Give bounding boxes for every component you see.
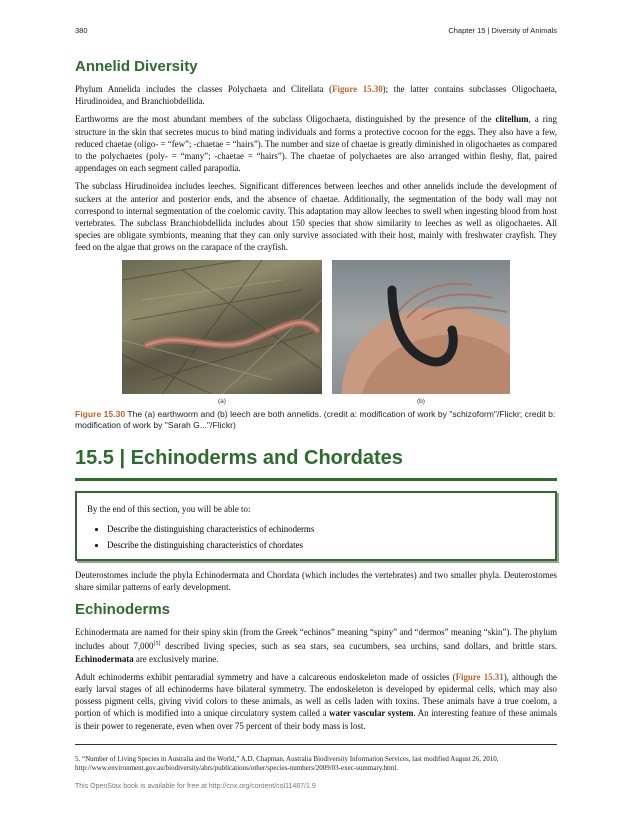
annelid-paragraph-3: The subclass Hirudinoidea includes leeches. Significant differences between leeches and other annelids include the development of suckers at the anterior and posterior ends, and the absence of chaetae. Additionally, the segmentation of the body wall may not correspond to internal segmentation of the coelomic cavity. This adaptation may allow leeches to swell when ingesting blood from host vertebrates. The subclass Branchiobdellida includes about 150 species that show similarity to leeches as well as oligochaetes. All species are obligate symbionts, meaning that they can only survive associated with their host, mainly with freshwater crayfish. They feed on the algae that grows on the carapace of the crayfish. [75, 181, 557, 253]
figure-sublabels [75, 398, 557, 405]
figure-15-31-link[interactable]: Figure 15.31 [455, 671, 504, 682]
water-vascular-term: water vascular system [329, 708, 414, 719]
annelid-paragraph-2 [75, 113, 557, 174]
main-content [75, 58, 557, 774]
objectives-list [87, 521, 545, 553]
annelid-heading: Annelid Diversity [75, 58, 198, 75]
leech-illustration [332, 260, 510, 394]
clitellum-term: clitellum [495, 114, 529, 125]
text-run: ); the latter contains subclasses Oligochaeta, Hirudinoidea, and Branchiobdellida. [75, 84, 558, 107]
text-run: Echinodermata are named for their spiny skin (from the Greek “echinos” meaning “spiny” and “dermos” meaning “skin”). The phylum includes about 7,000 [75, 627, 557, 652]
footnote: 5. “Number of Living Species in Australia and the World,” A.D. Chapman, Australia Biodiversity Information Services, last modified August 26, 2010, http://www.environment.gov.au/biodiversity/abrs/publications/other/species-numbers/2009/03-exec-summary.html. [75, 754, 499, 773]
sublabel-b: (b) [417, 397, 425, 405]
text-run: described living species, such as sea stars, sea cucumbers, sea urchins, sand dollars, and brittle stars. [160, 641, 558, 652]
figure-15-30-link[interactable]: Figure 15.30 [332, 84, 383, 94]
text-run: , a ring structure in the skin that secretes mucus to bind mating individuals and forms a protective cocoon for the eggs. They also have a few, reduced chaetae (oligo- = “few”; -chaetae = “hairs”). The number and size of chaetae is greatly diminished in oligochaetes as compared to the polychaetes (poly- = “many”; -chaetae = “hairs”). The chaetae of polychaetes are also arranged within fleshy, flat, paired appendages on each segment called parapodia. [75, 114, 557, 174]
running-header: Chapter 15 | Diversity of Animals [448, 26, 557, 35]
figure-caption [75, 409, 557, 431]
earthworm-photo [122, 260, 322, 394]
caption-text: The (a) earthworm and (b) leech are both annelids. (credit a: modification of work by "schizoform"/Flickr; credit b: modification of work by "Sarah G..."/Flickr) [75, 408, 556, 430]
text-run: are exclusively marine. [133, 653, 219, 664]
echinodermata-term: Echinodermata [75, 653, 134, 664]
objective-item: • Describe the distinguishing characteristics of chordates [107, 537, 545, 553]
deuterostomes-paragraph: Deuterostomes include the phyla Echinodermata and Chordata (which includes the vertebrates) and two smaller phyla. Deuterostomes share similar patterns of early development. [75, 569, 557, 593]
learning-objectives-box [75, 491, 557, 561]
objectives-intro: By the end of this section, you will be able to: [87, 503, 251, 514]
page-number: 380 [75, 26, 88, 35]
footnote-divider [75, 744, 557, 745]
section-number: 15.5 [75, 446, 114, 469]
figure-images [75, 260, 557, 394]
sublabel-a: (a) [218, 397, 226, 405]
text-run: Phylum Annelida includes the classes Polychaeta and Clitellata ( [75, 84, 333, 94]
text-run: . An interesting feature of these animals is their power to regenerate, even when over 75 percent of their body mass is lost. [75, 708, 557, 731]
section-title [75, 447, 557, 470]
text-run: Adult echinoderms exhibit pentaradial symmetry and have a calcareous endoskeleton made of ossicles ( [75, 671, 456, 682]
section-title-text: Echinoderms and Chordates [130, 446, 403, 469]
echinoderms-paragraph-2 [75, 671, 557, 732]
annelid-paragraph-1 [75, 83, 557, 107]
leech-photo [332, 260, 510, 394]
text-run: ), although the early larval stages of all echinoderms have bilateral symmetry. The endoskeleton is developed by epidermal cells, which may also possess pigment cells, giving vivid colors to these animals, as well as cells laden with toxins. These animals have a true coelom, a portion of which is modified into a unique circulatory system called a [75, 671, 557, 719]
text-run: Earthworms are the most abundant members of the subclass Oligochaeta, distinguished by the presence of the [75, 114, 496, 125]
figure-label: Figure 15.30 [75, 408, 126, 419]
section-separator: | [113, 446, 131, 469]
section-rule [75, 478, 557, 481]
objective-item: • Describe the distinguishing characteristics of echinoderms [107, 521, 545, 537]
footnote-ref[interactable]: [5] [153, 641, 161, 648]
echinoderms-heading: Echinoderms [75, 601, 171, 619]
page-footer: This OpenStax book is available for free at http://cnx.org/content/col11487/1.9 [75, 783, 316, 790]
earthworm-illustration [122, 260, 322, 394]
echinoderms-paragraph-1 [75, 626, 557, 665]
